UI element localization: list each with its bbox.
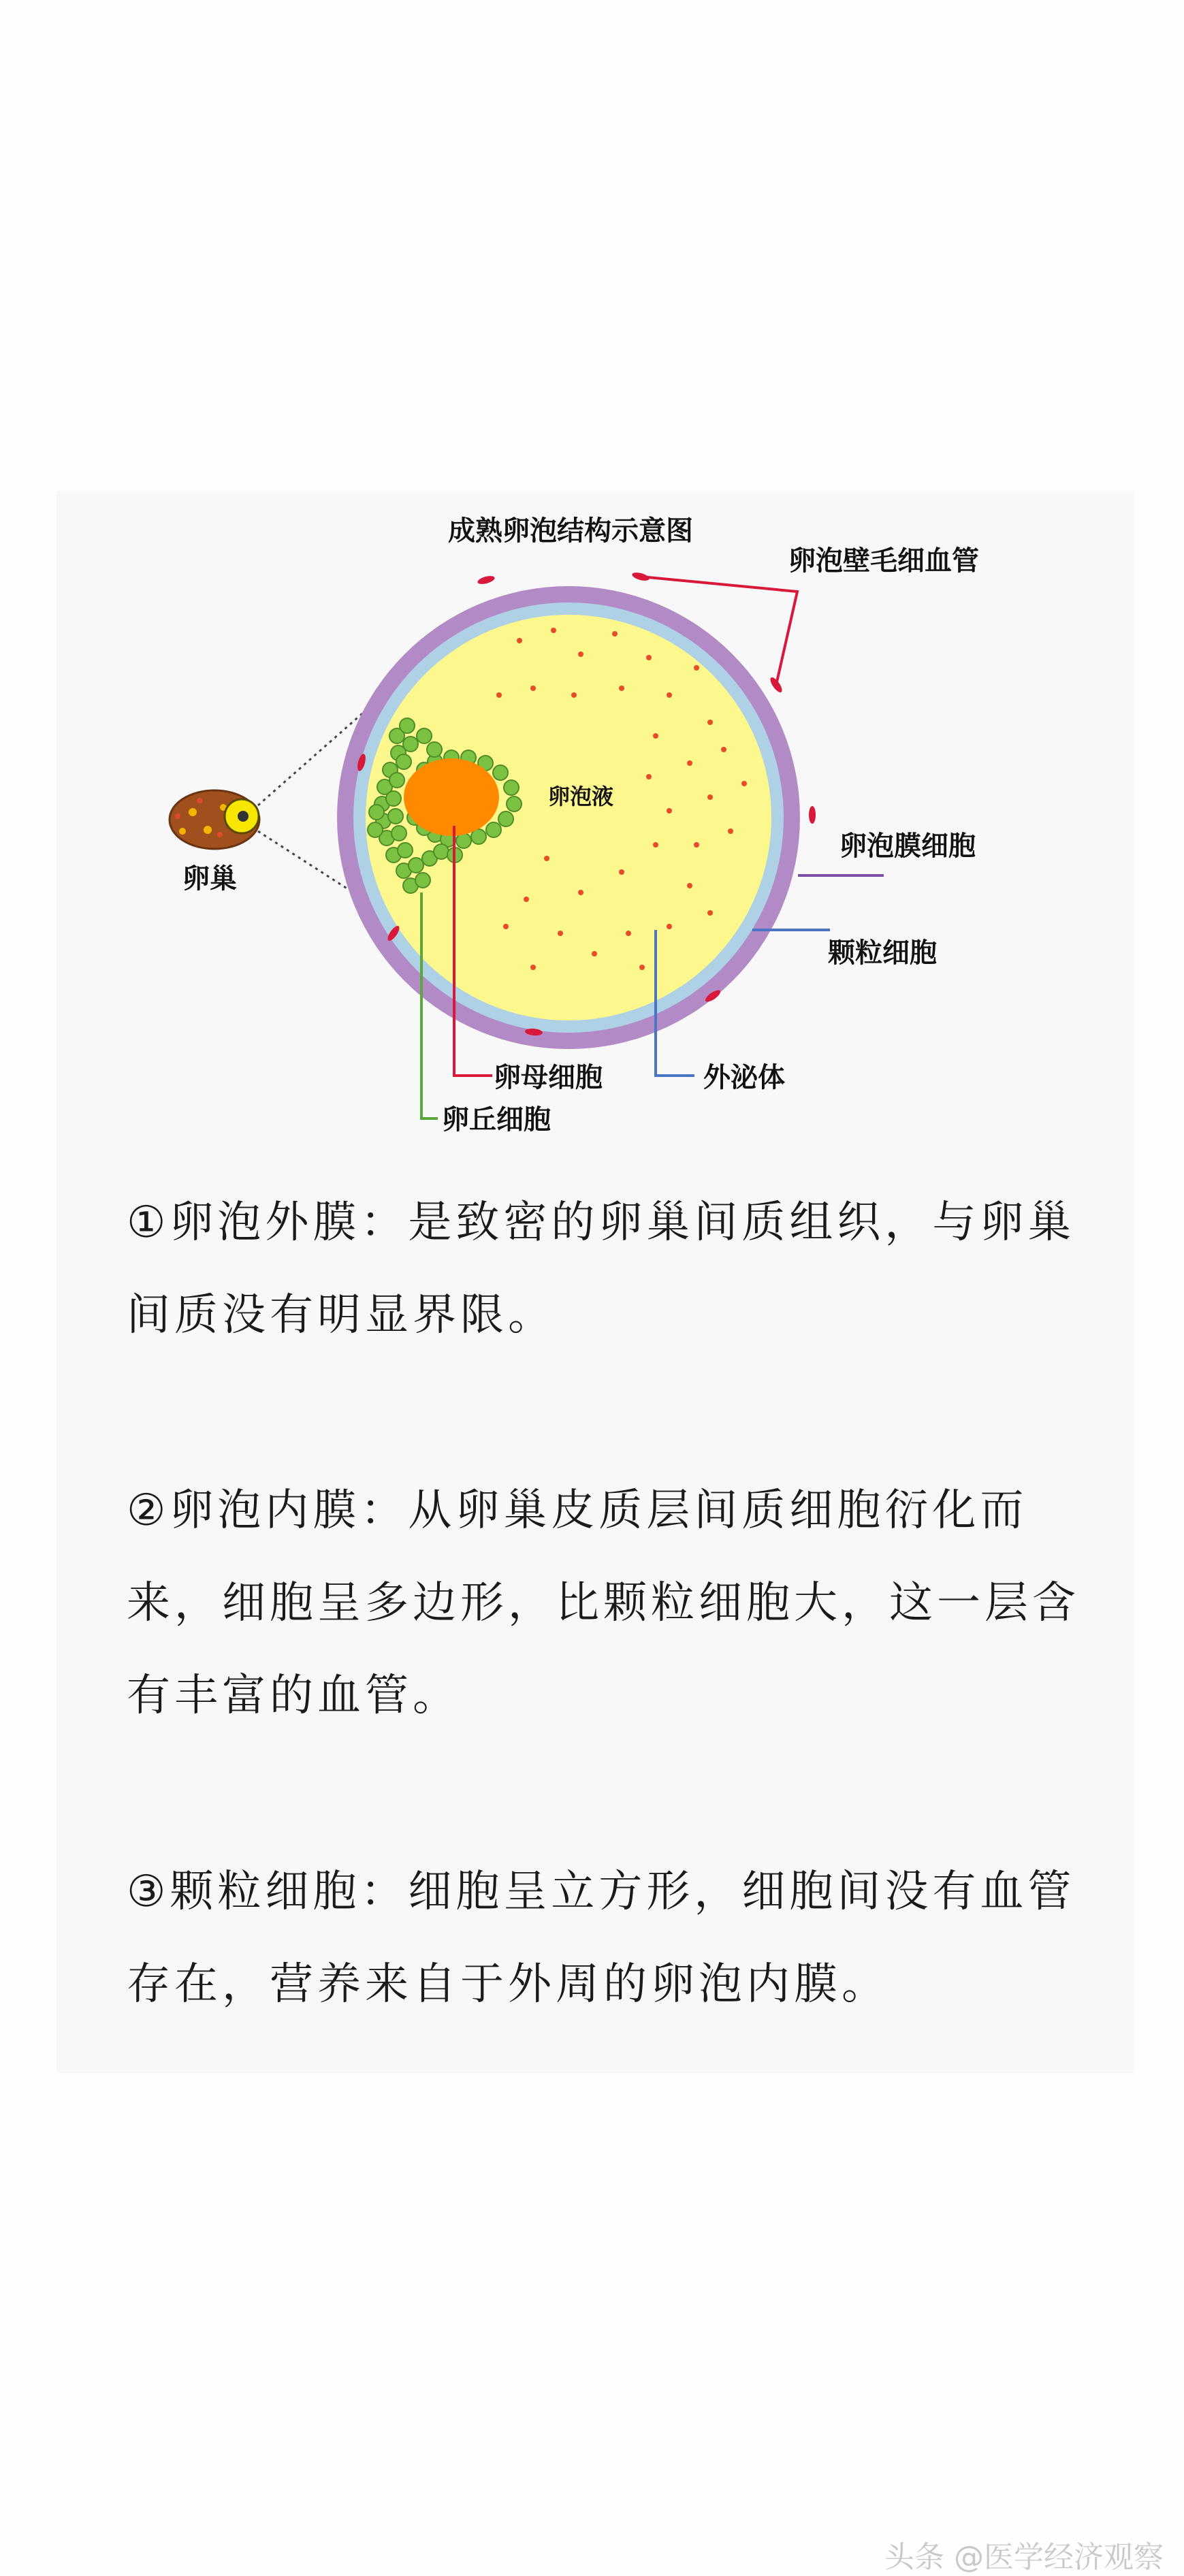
cumulus-cell <box>403 737 418 752</box>
exosome-dot <box>619 686 624 691</box>
cumulus-cell <box>427 742 442 757</box>
cumulus-cell <box>400 718 415 733</box>
exosome-dot <box>544 856 549 861</box>
exosome-dot <box>558 931 563 936</box>
exosome-dot <box>707 910 713 916</box>
exosome-label: 外泌体 <box>703 1062 785 1093</box>
exosome-dot <box>530 686 536 691</box>
cumulus-cell <box>504 780 519 795</box>
cumulus-cell <box>388 809 403 824</box>
cumulus-cell <box>389 773 404 788</box>
diagram-title: 成熟卵泡结构示意图 <box>448 515 693 547</box>
exosome-dot <box>707 720 713 725</box>
exosome-dot <box>694 842 699 848</box>
cumulus-cell-label: 卵丘细胞 <box>442 1104 551 1136</box>
ovary-label: 卵巢 <box>182 863 237 895</box>
exosome-dot <box>694 665 699 671</box>
exosome-dot <box>667 692 672 698</box>
capillary-label: 卵泡壁毛细血管 <box>788 545 979 577</box>
paragraph-granulosa: ③颗粒细胞：细胞呈立方形，细胞间没有血管存在，营养来自于外周的卵泡内膜。 <box>127 1867 1076 2010</box>
cumulus-cell <box>391 826 406 841</box>
follicular-fluid-label: 卵泡液 <box>547 784 614 809</box>
theca-cell-label: 卵泡膜细胞 <box>839 831 976 862</box>
cumulus-cell <box>434 844 449 859</box>
exosome-dot <box>578 890 583 895</box>
watermark: 头条 @医学经济观察 <box>884 2540 1164 2575</box>
cumulus-cell <box>415 873 430 888</box>
content-card <box>57 491 1134 2073</box>
exosome-dot <box>503 924 509 929</box>
cumulus-cell <box>486 822 501 837</box>
exosome-dot <box>626 931 631 936</box>
paragraph-theca-interna: ②卵泡内膜：从卵巢皮质层间质细胞衍化而来，细胞呈多边形，比颗粒细胞大，这一层含有丰富的血管。 <box>127 1485 1080 1721</box>
cumulus-cell <box>507 796 522 811</box>
exosome-dot <box>728 828 733 834</box>
exosome-dot <box>571 692 577 698</box>
exosome-dot <box>741 781 747 786</box>
exosome-dot <box>707 794 713 800</box>
exosome-dot <box>687 760 692 766</box>
oocyte-label: 卵母细胞 <box>494 1062 603 1093</box>
follicle-diagram <box>57 491 1134 1172</box>
cumulus-cell <box>498 811 513 826</box>
exosome-dot <box>592 951 597 956</box>
cumulus-cell <box>417 728 432 743</box>
cumulus-cell <box>369 805 384 820</box>
exosome-dot <box>646 655 652 660</box>
exosome-dot <box>653 733 658 739</box>
cumulus-cell <box>409 858 423 873</box>
exosome-dot <box>619 869 624 875</box>
exosome-dot <box>687 883 692 888</box>
exosome-dot <box>639 965 645 970</box>
exosome-dot <box>612 631 618 637</box>
ovary-icon <box>170 790 259 849</box>
exosome-dot <box>551 628 556 633</box>
cumulus-cell <box>386 791 401 806</box>
exosome-dot <box>653 842 658 848</box>
exosome-dot <box>524 897 529 902</box>
exosome-dot <box>578 651 583 657</box>
exosome-dot <box>667 808 672 814</box>
exosome-dot <box>517 638 522 643</box>
cumulus-cell <box>493 765 508 780</box>
granulosa-cell-label: 颗粒细胞 <box>828 937 937 969</box>
exosome-dot <box>721 747 726 752</box>
exosome-dot <box>667 924 672 929</box>
oocyte <box>404 758 499 836</box>
cumulus-cell <box>368 822 383 837</box>
exosome-dot <box>530 965 536 970</box>
paragraph-theca-externa: ①卵泡外膜：是致密的卵巢间质组织，与卵巢间质没有明显界限。 <box>127 1197 1076 1340</box>
cumulus-cell <box>398 843 413 858</box>
exosome-dot <box>496 692 502 698</box>
cumulus-cell <box>396 754 411 769</box>
exosome-dot <box>646 774 652 779</box>
